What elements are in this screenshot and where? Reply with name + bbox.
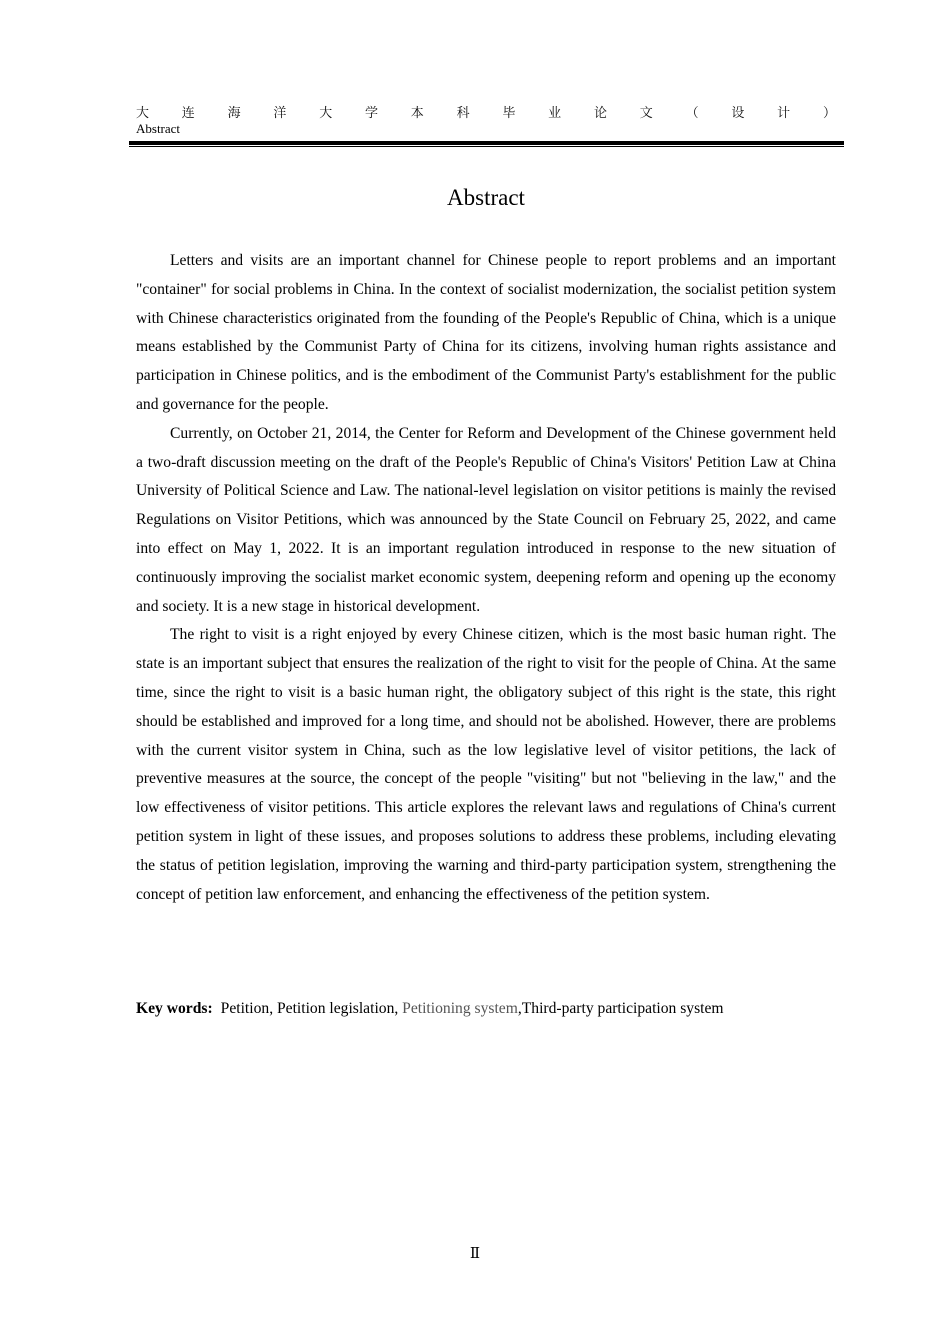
header-char: 文 [639, 106, 653, 121]
header-char: 学 [364, 106, 378, 121]
header-char: 计 [777, 106, 791, 121]
keywords-text: ,Third-party participation system [517, 1000, 724, 1017]
header-char: 业 [548, 106, 562, 121]
header-rule-thick [129, 141, 844, 145]
header-char: （ [685, 106, 699, 121]
header-char: 设 [731, 106, 745, 121]
header-char: 科 [456, 106, 470, 121]
paragraph: Currently, on October 21, 2014, the Center for Reform and Development of the Chinese government held a two-draft discussion meeting on the draft of the People's Republic of China's Visitors' Petition Law at China University of Political Science and Law. The national-level legislation on visitor petitions is mainly the revised Regulations on Visitor Petitions, which was announced by the State Council on February 25, 2022, and came into effect on May 1, 2022. It is an important regulation introduced in response to the new situation of continuously improving the socialist market economic system, deepening reform and opening up the economy and society. It is a new stage in historical development. [136, 424, 836, 615]
abstract-body [136, 247, 836, 909]
header-university-title [136, 105, 836, 123]
header-char: 大 [319, 106, 333, 121]
header-char: ） [822, 106, 836, 121]
header-rule-thin [129, 146, 844, 147]
header-char: 海 [227, 106, 241, 121]
paragraph: Letters and visits are an important channel for Chinese people to report problems and an important "container" for social problems in China. In the context of socialist modernization, the socialist petition system with Chinese characteristics originated from the founding of the People's Republic of China, which is a unique means established by the Communist Party of China for its citizens, involving human rights assistance and participation in Chinese politics, and is the embodiment of the Communist Party's establishment for the public and governance for the people. [136, 252, 836, 413]
header-char: 论 [593, 106, 607, 121]
header-char: 大 [136, 106, 150, 121]
page-title: Abstract [447, 185, 525, 210]
header-char: 连 [181, 106, 195, 121]
keywords-text: Petition, Petition legislation, [220, 1000, 403, 1017]
keywords-line [136, 995, 856, 1023]
header-char: 洋 [273, 106, 287, 121]
header-char: 毕 [502, 106, 516, 121]
paragraph: The right to visit is a right enjoyed by every Chinese citizen, which is the most basic human right. The state is an important subject that ensures the realization of the right to visit for the people of China. At the same time, since the right to visit is a basic human right, the obligatory subject of this right is the state, this right should be established and improved for a long time, and should not be abolished. However, there are problems with the current visitor system in China, such as the low legislative level of visitor petitions, the lack of preventive measures at the source, the concept of the people "visiting" but not "believing in the law," and the low effectiveness of visitor petitions. This article explores the relevant laws and regulations of China's current petition system in light of these issues, and proposes solutions to address these problems, including elevating the status of petition legislation, improving the warning and third-party participation system, strengthening the concept of petition law enforcement, and enhancing the effectiveness of the petition system. [136, 626, 836, 903]
page-number: Ⅱ [469, 1246, 481, 1262]
header-section-label: Abstract [136, 121, 181, 136]
keywords-label: Key words: [136, 1000, 213, 1017]
keywords-text-highlight: Petitioning system [402, 1000, 518, 1017]
header-char: 本 [410, 106, 424, 121]
running-header [136, 105, 836, 136]
